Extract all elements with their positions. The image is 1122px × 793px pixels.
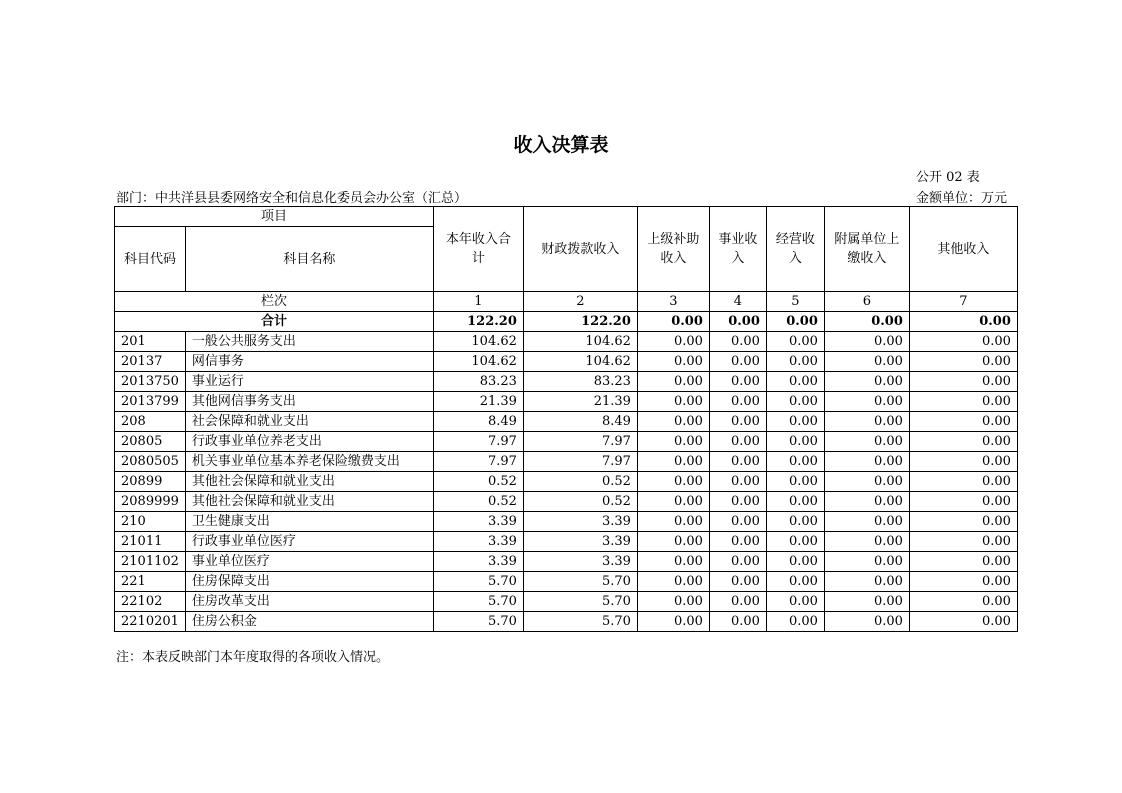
amount-cell: 0.00 [909,552,1017,572]
table-row [115,412,1018,432]
amount-cell: 0.00 [709,492,766,512]
amount-cell: 7.97 [433,452,523,472]
amount-cell: 0.00 [709,432,766,452]
table-row [115,392,1018,412]
amount-cell: 0.00 [909,352,1017,372]
subject-name-cell: 住房公积金 [185,612,433,632]
subject-name-cell: 事业单位医疗 [185,552,433,572]
amount-cell: 0.00 [909,332,1017,352]
amount-cell: 5.70 [433,592,523,612]
amount-cell: 0.00 [824,472,909,492]
amount-cell: 21.39 [523,392,637,412]
column-index-cell: 7 [909,292,1017,312]
amount-cell: 0.00 [824,512,909,532]
header-item: 项目 [115,207,434,227]
header-name: 科目名称 [185,227,433,292]
amount-cell: 5.70 [523,572,637,592]
total-value-cell: 0.00 [709,312,766,332]
table-row [115,472,1018,492]
amount-cell: 0.00 [909,472,1017,492]
column-index-cell: 4 [709,292,766,312]
amount-cell: 5.70 [433,612,523,632]
amount-cell: 0.00 [824,532,909,552]
header-other: 其他收入 [909,207,1017,292]
amount-cell: 0.00 [637,412,709,432]
header-fiscal: 财政拨款收入 [523,207,637,292]
amount-cell: 0.00 [824,332,909,352]
amount-cell: 0.00 [709,612,766,632]
subject-code-cell: 2210201 [115,612,186,632]
amount-cell: 0.00 [766,552,824,572]
subject-code-cell: 21011 [115,532,186,552]
amount-cell: 3.39 [433,532,523,552]
amount-cell: 0.00 [909,532,1017,552]
amount-cell: 0.00 [766,412,824,432]
amount-cell: 0.00 [637,572,709,592]
amount-cell: 0.00 [709,472,766,492]
amount-cell: 0.52 [523,472,637,492]
amount-cell: 5.70 [433,572,523,592]
column-index-cell: 1 [433,292,523,312]
amount-cell: 7.97 [433,432,523,452]
amount-cell: 0.00 [766,352,824,372]
amount-cell: 8.49 [433,412,523,432]
amount-cell: 21.39 [433,392,523,412]
table-row [115,532,1018,552]
amount-cell: 0.00 [637,352,709,372]
column-index-cell: 5 [766,292,824,312]
amount-cell: 0.00 [766,332,824,352]
subject-name-cell: 其他网信事务支出 [185,392,433,412]
subject-name-cell: 网信事务 [185,352,433,372]
amount-cell: 0.00 [824,432,909,452]
table-row [115,432,1018,452]
subject-name-cell: 住房保障支出 [185,572,433,592]
subject-name-cell: 社会保障和就业支出 [185,412,433,432]
amount-cell: 0.00 [909,512,1017,532]
income-table [114,206,1018,632]
amount-cell: 0.00 [766,512,824,532]
amount-cell: 0.00 [909,412,1017,432]
amount-cell: 0.00 [637,452,709,472]
amount-cell: 0.00 [637,552,709,572]
amount-cell: 0.00 [824,392,909,412]
subject-name-cell: 住房改革支出 [185,592,433,612]
subject-name-cell: 一般公共服务支出 [185,332,433,352]
amount-cell: 0.00 [909,432,1017,452]
amount-cell: 0.00 [909,612,1017,632]
table-row [115,352,1018,372]
amount-cell: 0.00 [766,612,824,632]
amount-cell: 0.00 [824,372,909,392]
header-business: 事业收入 [709,207,766,292]
amount-cell: 0.00 [766,532,824,552]
amount-cell: 0.00 [709,332,766,352]
amount-cell: 0.00 [909,592,1017,612]
column-index-label: 栏次 [115,292,434,312]
report-title: 收入决算表 [513,134,609,156]
table-row [115,332,1018,352]
subject-code-cell: 210 [115,512,186,532]
amount-cell: 0.00 [824,452,909,472]
subject-code-cell: 2080505 [115,452,186,472]
total-value-cell: 0.00 [824,312,909,332]
amount-cell: 0.00 [637,512,709,532]
header-superior-subsidy: 上级补助收入 [637,207,709,292]
subject-code-cell: 20805 [115,432,186,452]
amount-cell: 0.00 [824,492,909,512]
amount-cell: 104.62 [523,332,637,352]
amount-cell: 0.52 [433,472,523,492]
subject-code-cell: 2013750 [115,372,186,392]
amount-cell: 0.00 [766,392,824,412]
amount-cell: 0.00 [909,392,1017,412]
amount-cell: 0.00 [766,492,824,512]
subject-code-cell: 20137 [115,352,186,372]
amount-cell: 0.00 [824,592,909,612]
amount-cell: 0.00 [637,332,709,352]
amount-cell: 0.00 [824,552,909,572]
header-total-income: 本年收入合计 [433,207,523,292]
amount-cell: 0.00 [709,392,766,412]
column-index-cell: 6 [824,292,909,312]
amount-cell: 0.00 [709,552,766,572]
table-row [115,552,1018,572]
amount-cell: 0.00 [766,372,824,392]
amount-cell: 0.00 [709,352,766,372]
column-index-cell: 2 [523,292,637,312]
amount-cell: 3.39 [523,512,637,532]
amount-cell: 0.00 [637,592,709,612]
amount-cell: 7.97 [523,432,637,452]
table-row [115,512,1018,532]
total-value-cell: 122.20 [523,312,637,332]
amount-cell: 0.00 [909,492,1017,512]
department-label: 部门：中共洋县县委网络安全和信息化委员会办公室（汇总） [116,191,468,206]
footnote: 注：本表反映部门本年度取得的各项收入情况。 [116,650,390,665]
total-label: 合计 [115,312,434,332]
header-affiliated: 附属单位上缴收入 [824,207,909,292]
amount-cell: 0.00 [637,372,709,392]
total-row [115,312,1018,332]
subject-name-cell: 机关事业单位基本养老保险缴费支出 [185,452,433,472]
amount-cell: 0.00 [766,432,824,452]
amount-cell: 0.00 [637,492,709,512]
total-value-cell: 0.00 [637,312,709,332]
column-index-cell: 3 [637,292,709,312]
amount-cell: 83.23 [433,372,523,392]
amount-cell: 0.00 [709,592,766,612]
amount-cell: 0.00 [709,412,766,432]
amount-cell: 83.23 [523,372,637,392]
amount-cell: 7.97 [523,452,637,472]
amount-cell: 0.00 [709,372,766,392]
header-operating: 经营收入 [766,207,824,292]
table-row [115,612,1018,632]
amount-cell: 0.00 [824,612,909,632]
subject-name-cell: 事业运行 [185,372,433,392]
amount-cell: 0.00 [824,572,909,592]
amount-cell: 0.00 [766,592,824,612]
amount-cell: 0.00 [709,452,766,472]
table-row [115,592,1018,612]
amount-cell: 104.62 [433,352,523,372]
amount-cell: 0.00 [637,532,709,552]
amount-cell: 0.00 [709,532,766,552]
amount-cell: 3.39 [523,552,637,572]
total-value-cell: 0.00 [766,312,824,332]
amount-cell: 0.00 [909,372,1017,392]
header-code: 科目代码 [115,227,186,292]
total-value-cell: 0.00 [909,312,1017,332]
amount-cell: 0.00 [709,572,766,592]
column-index-row [115,292,1018,312]
amount-cell: 5.70 [523,612,637,632]
subject-name-cell: 行政事业单位医疗 [185,532,433,552]
amount-cell: 0.00 [766,472,824,492]
amount-cell: 8.49 [523,412,637,432]
amount-cell: 0.00 [824,352,909,372]
subject-code-cell: 2089999 [115,492,186,512]
amount-cell: 0.00 [824,412,909,432]
total-value-cell: 122.20 [433,312,523,332]
amount-cell: 0.00 [637,392,709,412]
table-row [115,572,1018,592]
subject-code-cell: 221 [115,572,186,592]
amount-cell: 0.00 [909,452,1017,472]
subject-code-cell: 22102 [115,592,186,612]
amount-cell: 3.39 [433,512,523,532]
amount-cell: 0.00 [709,512,766,532]
table-row [115,492,1018,512]
subject-code-cell: 201 [115,332,186,352]
amount-cell: 3.39 [433,552,523,572]
subject-name-cell: 其他社会保障和就业支出 [185,472,433,492]
amount-cell: 0.00 [766,452,824,472]
amount-cell: 0.52 [433,492,523,512]
amount-cell: 0.00 [637,612,709,632]
table-row [115,372,1018,392]
amount-cell: 104.62 [523,352,637,372]
amount-cell: 0.00 [637,472,709,492]
subject-name-cell: 卫生健康支出 [185,512,433,532]
amount-unit-label: 金额单位：万元 [916,191,1008,206]
subject-name-cell: 行政事业单位养老支出 [185,432,433,452]
amount-cell: 0.00 [766,572,824,592]
amount-cell: 0.00 [637,432,709,452]
subject-name-cell: 其他社会保障和就业支出 [185,492,433,512]
table-row [115,452,1018,472]
subject-code-cell: 208 [115,412,186,432]
subject-code-cell: 2101102 [115,552,186,572]
amount-cell: 3.39 [523,532,637,552]
subject-code-cell: 20899 [115,472,186,492]
amount-cell: 0.00 [909,572,1017,592]
form-number: 公开 02 表 [916,170,980,185]
amount-cell: 5.70 [523,592,637,612]
subject-code-cell: 2013799 [115,392,186,412]
amount-cell: 0.52 [523,492,637,512]
amount-cell: 104.62 [433,332,523,352]
